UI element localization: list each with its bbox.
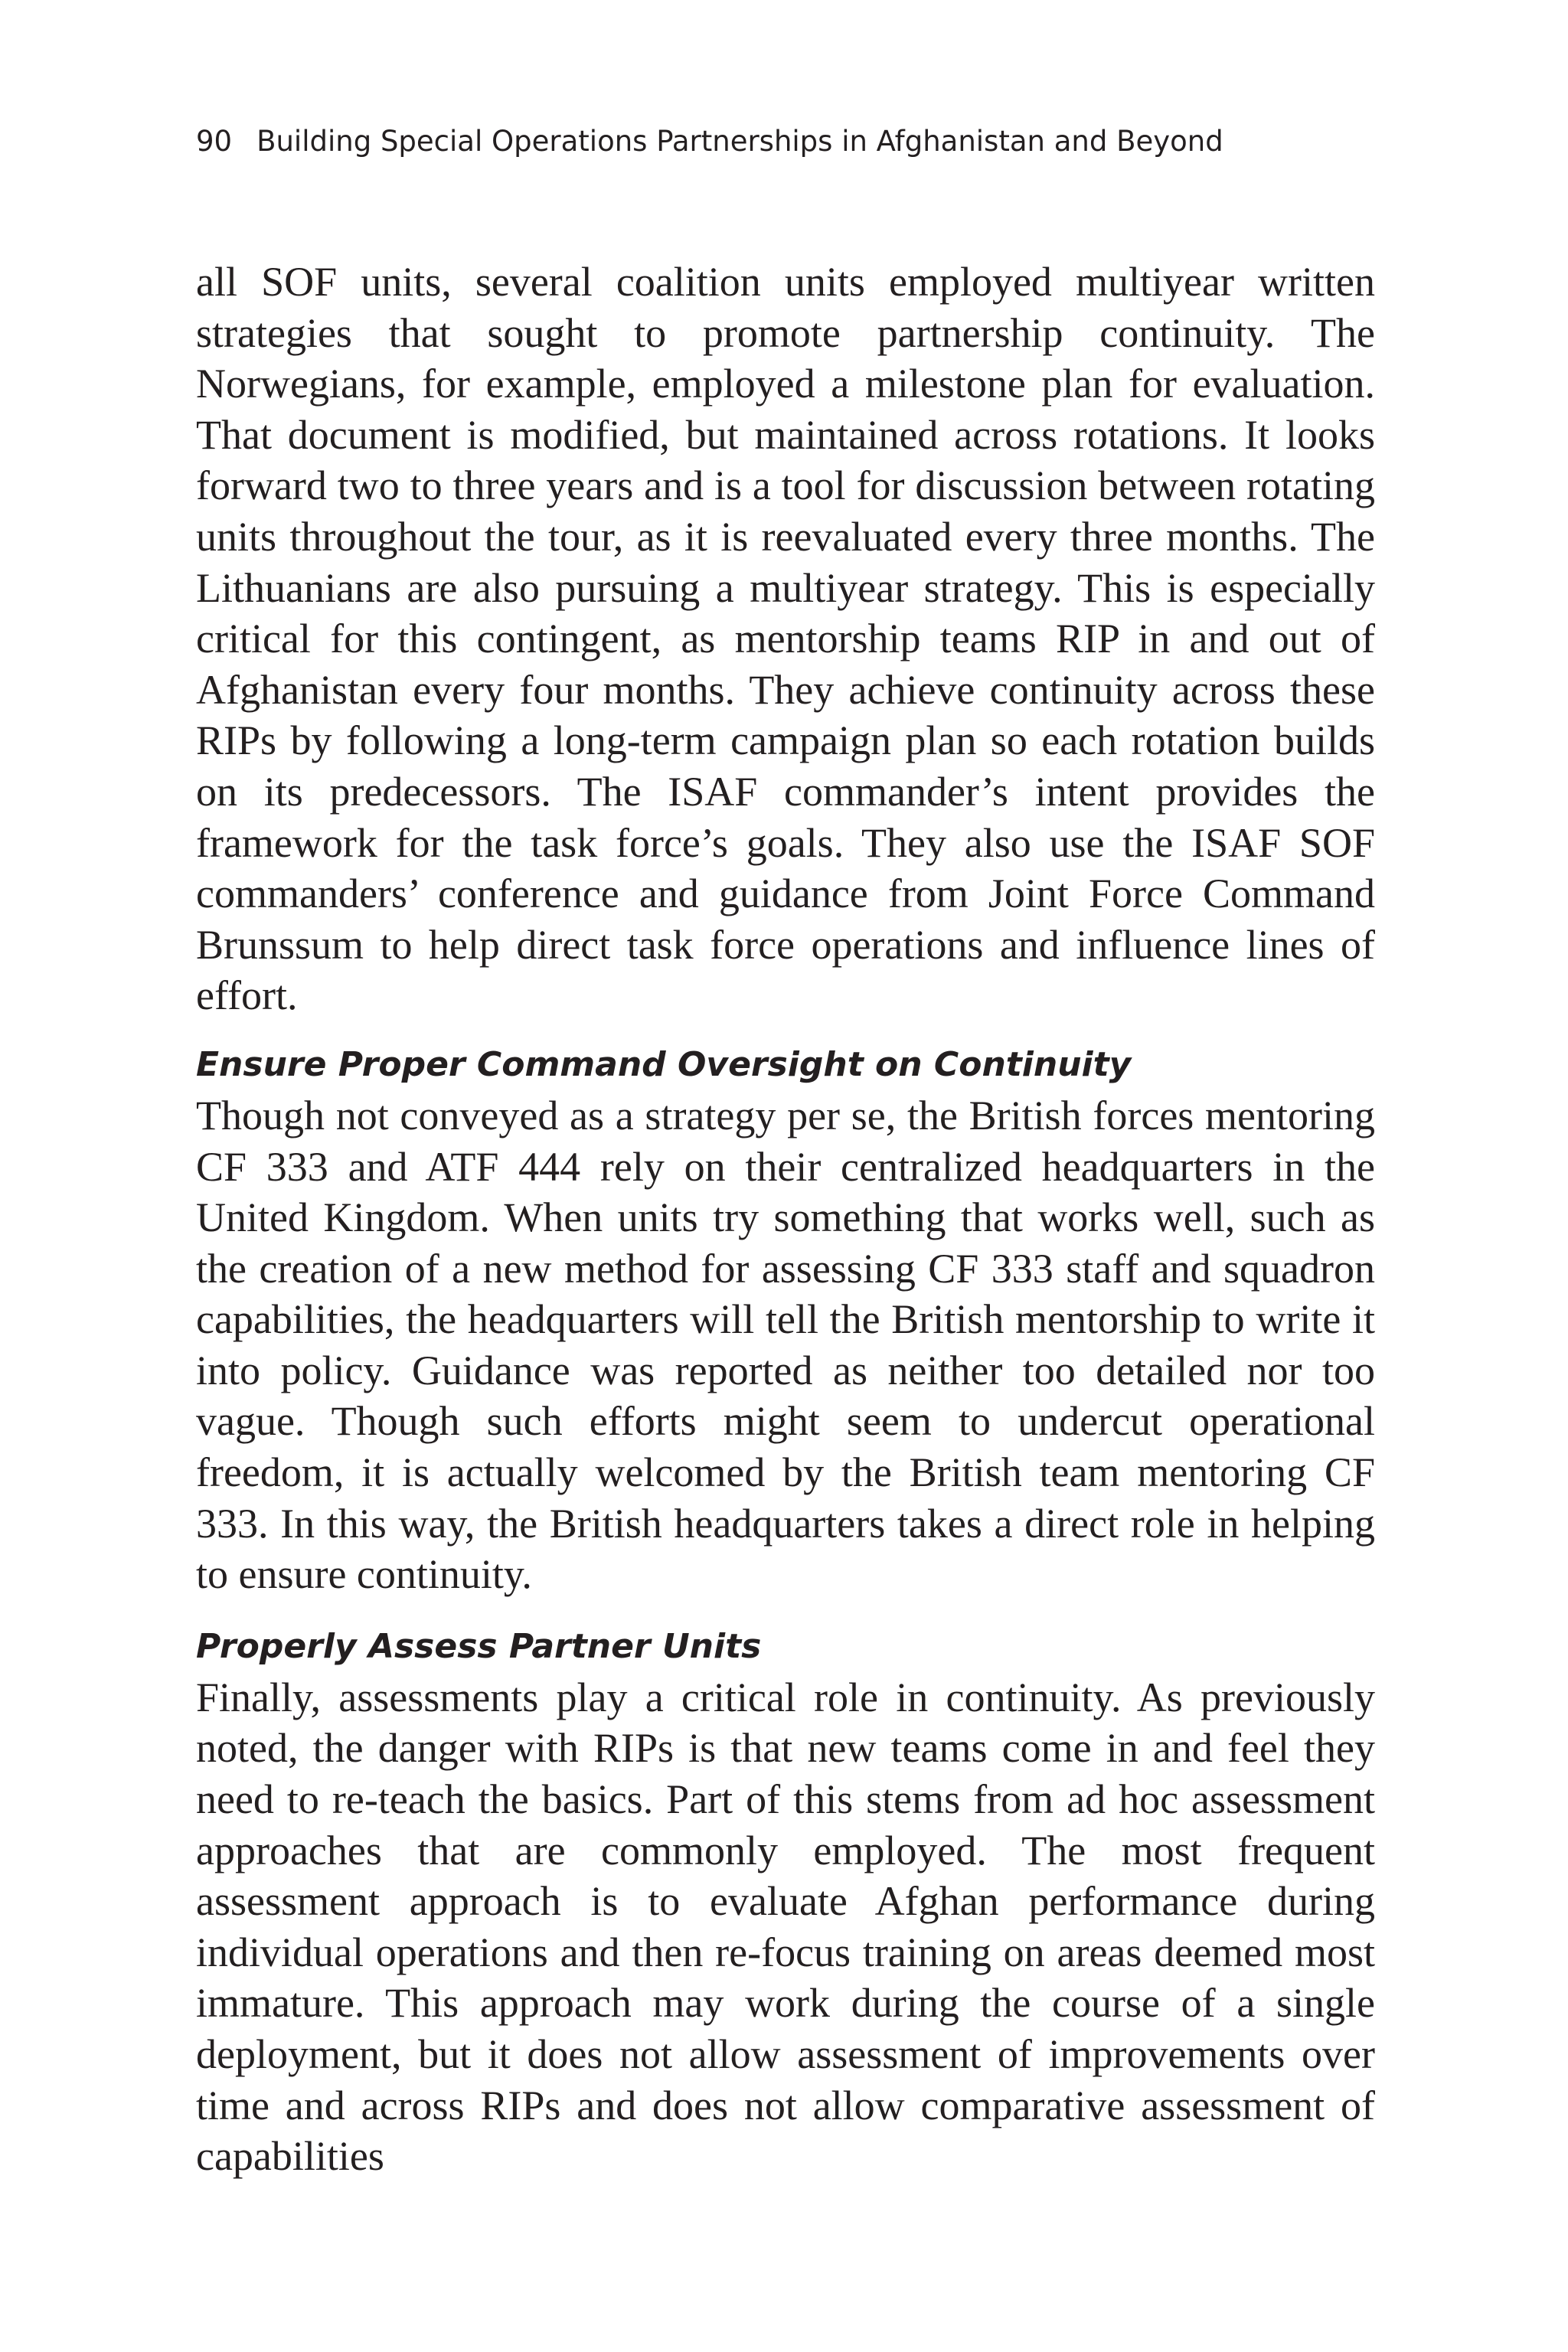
- section-heading-command-oversight: Ensure Proper Command Oversight on Continuity: [196, 1044, 1132, 1084]
- running-header: [196, 122, 1375, 161]
- paragraph-continuity-strategies: all SOF units, several coalition units employed multiyear written strategies that sought to promote partnership continuity. The Norwegians, for example, employed a milestone plan for evaluation. That document is modified, but maintained across rotations. It looks forward two to three years and is a tool for discussion between rotating units throughout the tour, as it is reevaluated every three months. The Lithuanians are also pursuing a multiyear strategy. This is especially critical for this contingent, as mentorship teams RIP in and out of Afghanistan every four months. They achieve continuity across these RIPs by following a long-term campaign plan so each rotation builds on its predecessors. The ISAF commander’s intent provides the framework for the task force’s goals. They also use the ISAF SOF commanders’ conference and guidance from Joint Force Command Brunssum to help direct task force operations and influence lines of effort.: [196, 259, 1375, 1019]
- running-title: Building Special Operations Partnerships in Afghanistan and Beyond: [256, 125, 1223, 158]
- body-text: [196, 256, 1375, 2182]
- paragraph-assessments: Finally, assessments play a critical role in continuity. As previously noted, the danger with RIPs is that new teams come in and feel they need to re-teach the basics. Part of this stems from ad hoc assessment approaches that are commonly employed. The most frequent assessment approach is to evaluate Afghan performance during individual operations and then re-focus training on areas deemed most immature. This approach may work during the course of a single deployment, but it does not allow assessment of improvements over time and across RIPs and does not allow comparative assessment of capabilities: [196, 1674, 1375, 2180]
- section-heading-assess-partner-units: Properly Assess Partner Units: [196, 1626, 762, 1666]
- paragraph-british-headquarters: Though not conveyed as a strategy per se, the British forces mentoring CF 333 and ATF 444 rely on their centralized headquarters in the United Kingdom. When units try something that works well, such as the creation of a new method for assessing CF 333 staff and squadron capabilities, the headquarters will tell the British mentorship to write it into policy. Guidance was reported as neither too detailed nor too vague. Though such efforts might seem to undercut operational freedom, it is actually welcomed by the British team mentoring CF 333. In this way, the British headquarters takes a direct role in helping to ensure continuity.: [196, 1092, 1375, 1598]
- page-number: 90: [196, 125, 233, 158]
